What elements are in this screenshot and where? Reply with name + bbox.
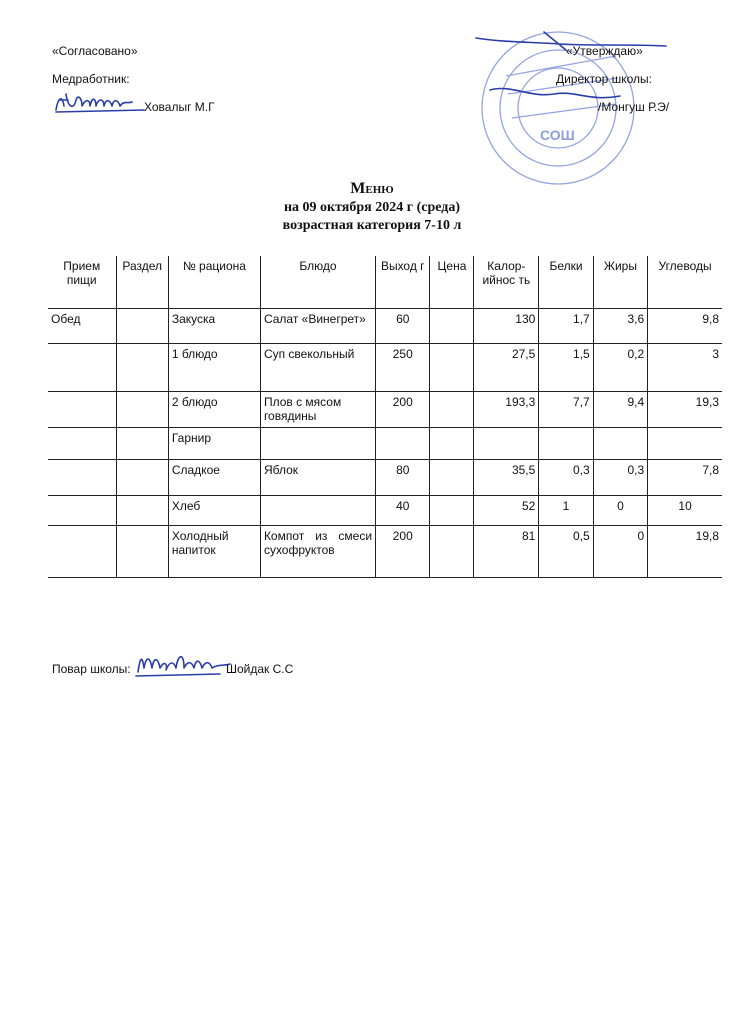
medic-signature — [52, 88, 148, 118]
dish-cell: Суп свекольный — [260, 343, 375, 391]
ration-cell: Сладкое — [168, 459, 260, 495]
cook-name: Шойдак С.С — [226, 662, 294, 676]
header-cell: Прием пищи — [48, 256, 116, 308]
protein-cell: 0,3 — [539, 459, 593, 495]
output-cell: 40 — [376, 495, 430, 525]
protein-cell — [539, 427, 593, 459]
medic-name: Ховалыг М.Г — [144, 100, 215, 114]
dish-cell — [260, 495, 375, 525]
header-cell: Углеводы — [648, 256, 722, 308]
price-cell — [430, 525, 474, 577]
fat-cell: 9,4 — [593, 391, 647, 427]
fat-cell: 0,3 — [593, 459, 647, 495]
header-cell: Белки — [539, 256, 593, 308]
protein-cell: 0,5 — [539, 525, 593, 577]
dish-cell: Компот из смеси сухофруктов — [260, 525, 375, 577]
menu-title: Меню — [350, 180, 394, 197]
meal-cell — [48, 459, 116, 495]
carbs-cell: 7,8 — [648, 459, 722, 495]
menu-table — [48, 256, 722, 578]
kcal-cell: 130 — [474, 308, 539, 343]
ration-cell: Холодный напиток — [168, 525, 260, 577]
table-row — [48, 459, 722, 495]
kcal-cell — [474, 427, 539, 459]
ration-cell: 1 блюдо — [168, 343, 260, 391]
kcal-cell: 52 — [474, 495, 539, 525]
kcal-cell: 193,3 — [474, 391, 539, 427]
table-row — [48, 427, 722, 459]
dish-cell — [260, 427, 375, 459]
ration-cell: Хлеб — [168, 495, 260, 525]
output-cell: 200 — [376, 391, 430, 427]
output-cell: 200 — [376, 525, 430, 577]
header-cell: Раздел — [116, 256, 168, 308]
output-cell: 80 — [376, 459, 430, 495]
meal-cell — [48, 427, 116, 459]
header-cell: Калор-ийнос ть — [474, 256, 539, 308]
dish-cell: Салат «Винегрет» — [260, 308, 375, 343]
table-row — [48, 391, 722, 427]
director-signature — [470, 28, 670, 108]
section-cell — [116, 391, 168, 427]
table-row — [48, 495, 722, 525]
protein-cell: 1,5 — [539, 343, 593, 391]
meal-cell — [48, 525, 116, 577]
output-cell: 60 — [376, 308, 430, 343]
fat-cell: 0 — [593, 495, 647, 525]
price-cell — [430, 495, 474, 525]
stamp-text: СОШ — [540, 127, 575, 143]
director-name: /Монгуш Р.Э/ — [598, 100, 670, 114]
meal-cell — [48, 343, 116, 391]
meal-cell — [48, 495, 116, 525]
menu-date: на 09 октября 2024 г (среда) — [283, 200, 461, 215]
output-cell: 250 — [376, 343, 430, 391]
meal-cell — [48, 391, 116, 427]
table-header-row — [48, 256, 722, 308]
section-cell — [116, 525, 168, 577]
dish-cell: Яблок — [260, 459, 375, 495]
agreed-label: «Согласовано» — [52, 44, 138, 58]
fat-cell — [593, 427, 647, 459]
section-cell — [116, 343, 168, 391]
section-cell — [116, 459, 168, 495]
fat-cell: 3,6 — [593, 308, 647, 343]
price-cell — [430, 308, 474, 343]
header-cell: Цена — [430, 256, 474, 308]
section-cell — [116, 495, 168, 525]
meal-cell: Обед — [48, 308, 116, 343]
fat-cell: 0 — [593, 525, 647, 577]
ration-cell: 2 блюдо — [168, 391, 260, 427]
fat-cell: 0,2 — [593, 343, 647, 391]
header-cell: Блюдо — [260, 256, 375, 308]
ration-cell: Гарнир — [168, 427, 260, 459]
header-cell: Жиры — [593, 256, 647, 308]
header-cell: № рациона — [168, 256, 260, 308]
dish-cell: Плов с мясом говядины — [260, 391, 375, 427]
section-cell — [116, 308, 168, 343]
protein-cell: 1,7 — [539, 308, 593, 343]
director-label: Директор школы: — [556, 72, 652, 86]
protein-cell: 1 — [539, 495, 593, 525]
menu-age-category: возрастная категория 7-10 л — [282, 218, 462, 233]
kcal-cell: 27,5 — [474, 343, 539, 391]
cook-label: Повар школы: — [52, 662, 131, 676]
ration-cell: Закуска — [168, 308, 260, 343]
approve-label: «Утверждаю» — [566, 44, 643, 58]
price-cell — [430, 427, 474, 459]
protein-cell: 7,7 — [539, 391, 593, 427]
carbs-cell: 19,8 — [648, 525, 722, 577]
carbs-cell: 10 — [648, 495, 722, 525]
price-cell — [430, 391, 474, 427]
medic-label: Медработник: — [52, 72, 130, 86]
carbs-cell: 19,3 — [648, 391, 722, 427]
output-cell — [376, 427, 430, 459]
carbs-cell — [648, 427, 722, 459]
table-row — [48, 525, 722, 577]
carbs-cell: 9,8 — [648, 308, 722, 343]
kcal-cell: 81 — [474, 525, 539, 577]
header-cell: Выход г — [376, 256, 430, 308]
kcal-cell: 35,5 — [474, 459, 539, 495]
table-row — [48, 343, 722, 391]
cook-signature — [134, 646, 234, 680]
price-cell — [430, 459, 474, 495]
price-cell — [430, 343, 474, 391]
table-row — [48, 308, 722, 343]
carbs-cell: 3 — [648, 343, 722, 391]
section-cell — [116, 427, 168, 459]
